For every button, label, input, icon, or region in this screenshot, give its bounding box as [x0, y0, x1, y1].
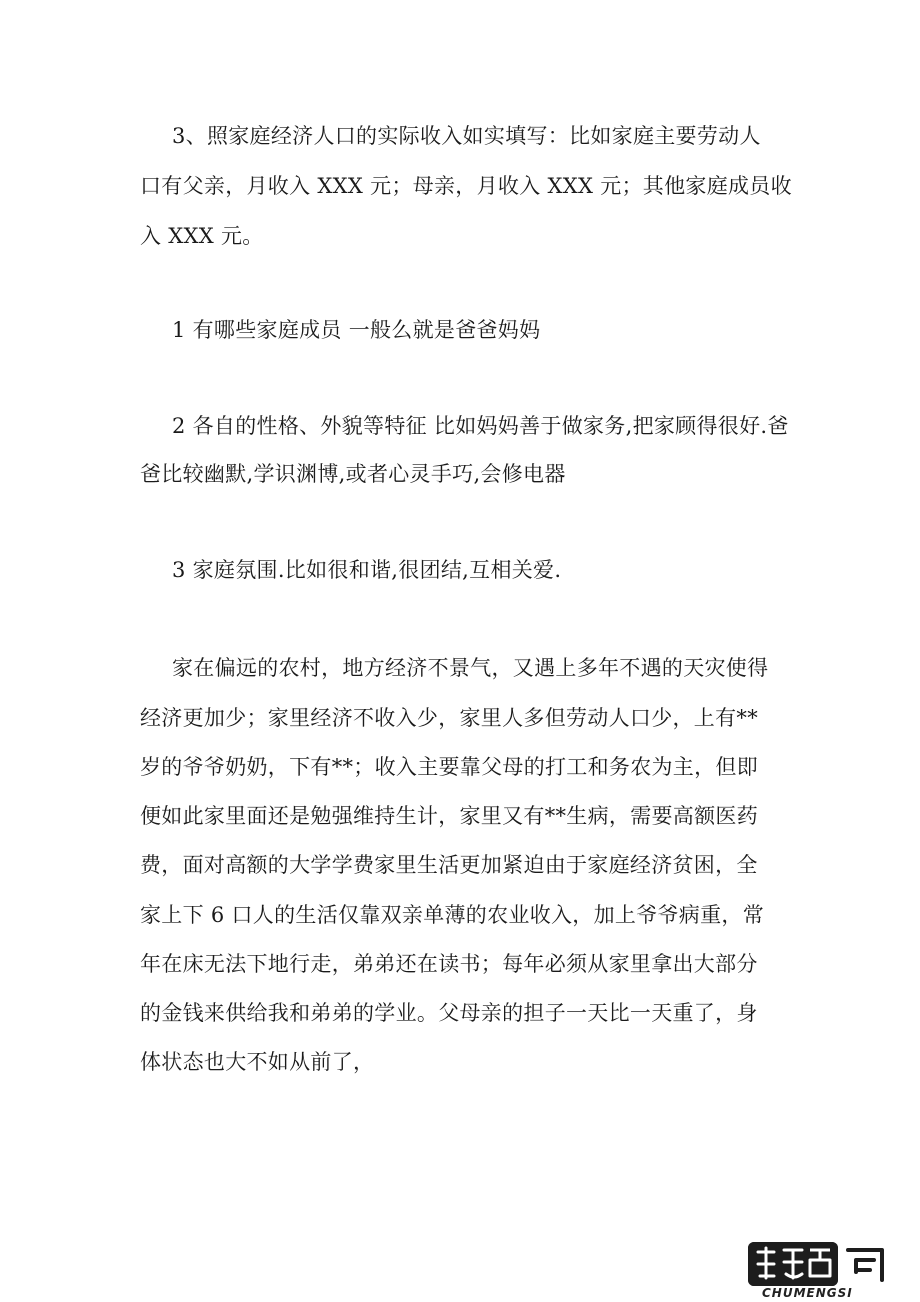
paragraph-2-line-5: 费，面对高额的大学学费家里生活更加紧迫由于家庭经济贫困，全 [140, 853, 758, 877]
paragraph-1-line-2: 口有父亲，月收入 XXX 元；母亲，月收入 XXX 元；其他家庭成员收 [140, 174, 792, 198]
paragraph-2-line-7: 年在床无法下地行走，弟弟还在读书；每年必须从家里拿出大部分 [140, 952, 758, 976]
paragraph-2-line-8: 的金钱来供给我和弟弟的学业。父母亲的担子一天比一天重了，身 [140, 1001, 758, 1025]
item-1-text: 1 有哪些家庭成员 一般么就是爸爸妈妈 [172, 318, 541, 342]
watermark-mark-icon [842, 1244, 890, 1284]
item-2-line-1: 2 各自的性格、外貌等特征 比如妈妈善于做家务,把家顾得很好.爸 [172, 414, 789, 438]
paragraph-2-line-4: 便如此家里面还是勉强维持生计，家里又有**生病，需要高额医药 [140, 804, 758, 828]
paragraph-1-line-3: 入 XXX 元。 [140, 224, 264, 248]
item-3-text: 3 家庭氛围.比如很和谐,很团结,互相关爱. [172, 558, 562, 582]
item-2-line-2: 爸比较幽默,学识渊博,或者心灵手巧,会修电器 [140, 462, 566, 486]
watermark-brand-text: CHUMENGSI [762, 1286, 853, 1300]
watermark-glyph-icon [748, 1242, 838, 1286]
watermark-logo-box [748, 1242, 838, 1286]
paragraph-2-line-2: 经济更加少；家里经济不收入少，家里人多但劳动人口少，上有** [140, 706, 758, 730]
watermark-logo [740, 1242, 920, 1302]
paragraph-2-line-1: 家在偏远的农村，地方经济不景气，又遇上多年不遇的天灾使得 [172, 656, 769, 680]
paragraph-1-line-1: 3、照家庭经济人口的实际收入如实填写：比如家庭主要劳动人 [172, 124, 761, 148]
paragraph-2-line-3: 岁的爷爷奶奶，下有**；收入主要靠父母的打工和务农为主，但即 [140, 755, 758, 779]
paragraph-2-line-9: 体状态也大不如从前了， [140, 1050, 375, 1074]
paragraph-2-line-6: 家上下 6 口人的生活仅靠双亲单薄的农业收入，加上爷爷病重，常 [140, 903, 765, 927]
